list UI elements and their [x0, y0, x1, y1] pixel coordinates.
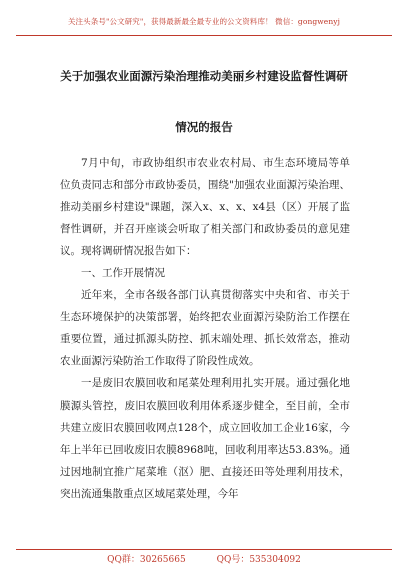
- intro-paragraph: 7月中旬，市政协组织市农业农村局、市生态环境局等单位负责同志和部分市政协委员，围绕"加强农业面源污染治理、推动美丽乡村建设"课题，深入x、x、x、x4县（区）开展了监督性调研，并召开座谈会听取了相关部门和政协委员的意见建议。现将调研情况报告如下：: [60, 157, 350, 258]
- section-heading: 一、工作开展情况: [81, 267, 165, 280]
- qq-group-text: QQ群：30265665: [107, 555, 186, 565]
- promo-header: 关注头条号"公文研究"，获得最新最全最专业的公文资料库！ 微信：gongwenyj: [67, 17, 341, 26]
- document-body: [60, 152, 350, 505]
- body-paragraph: 一是废旧农膜回收和尾菜处理利用扎实开展。通过强化地膜源头管控，废旧农膜回收利用体系逐步健全，至目前，全市共建立废旧农膜回收网点128个，成立回收加工企业16家，今年上半年已回收废旧农膜8968吨，回收利用率达53.83%。通过因地制宜推广尾菜堆（沤）肥、直接还田等处理利用技术，突出流通集散重点区域尾菜处理，今年: [60, 377, 350, 500]
- body-paragraph: 近年来，全市各级各部门认真贯彻落实中央和省、市关于生态环境保护的决策部署，始终把农业面源污染防治工作摆在重要位置，通过抓源头防控、抓末端处理、抓长效常态，推动农业面源污染防治工作取得了阶段性成效。: [60, 289, 350, 368]
- document-title-continued: 情况的报告: [175, 120, 233, 134]
- qq-number-text: QQ号：535304092: [216, 555, 301, 565]
- footer-divider: [16, 549, 392, 550]
- header-divider: [16, 35, 392, 36]
- document-title: 关于加强农业面源污染治理推动美丽乡村建设监督性调研: [60, 69, 348, 83]
- footer-contact: [0, 552, 408, 568]
